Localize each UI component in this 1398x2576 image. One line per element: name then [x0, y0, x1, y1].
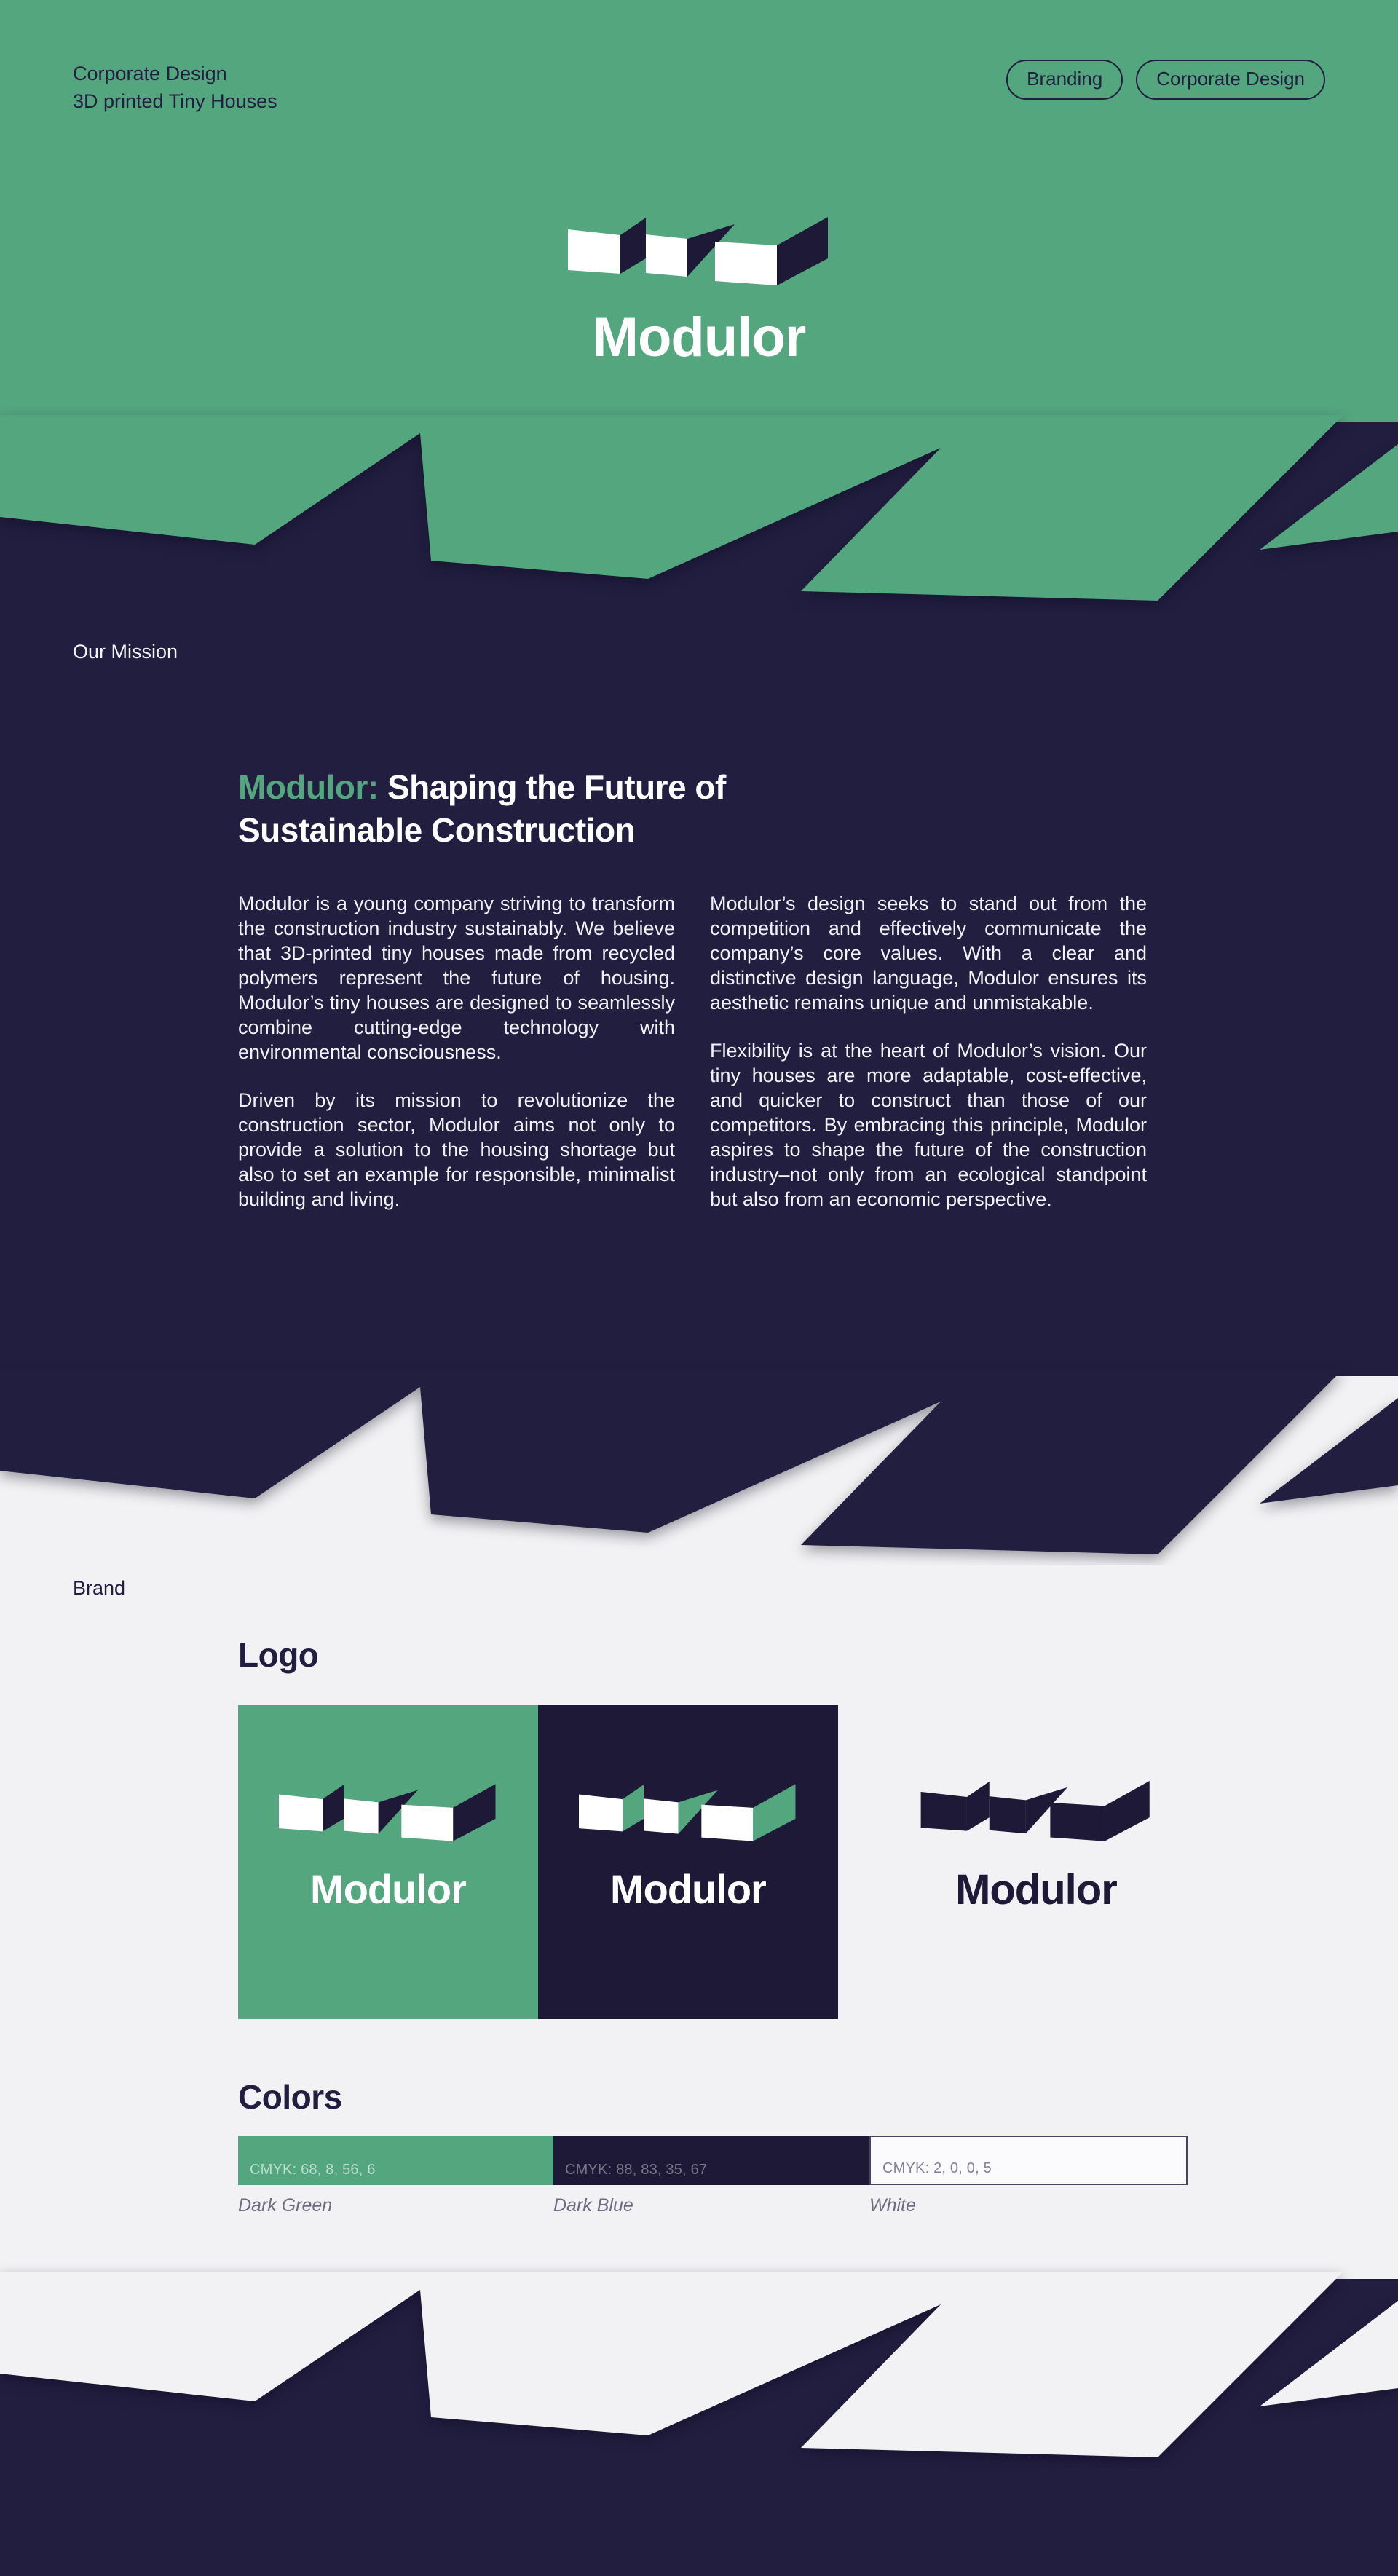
mission-paragraph: Modulor is a young company striving to transform the construction industry sustainably. We believe that 3D-printed tiny houses made from recycled polymers represent the future of housing. Modulor’s tiny houses are designed to seamlessly combine cutting-edge technology with environmental consciousness. [238, 893, 675, 1063]
swatch-cmyk-value: CMYK: 2, 0, 0, 5 [882, 2160, 992, 2176]
logo-card-navy [538, 1705, 838, 2019]
torn-edge-bottom [0, 2279, 1398, 2468]
torn-edge-middle [0, 1376, 1398, 1565]
modulor-logo-mark-icon [279, 1784, 497, 1845]
tag-corporate-design[interactable]: Corporate Design [1136, 60, 1325, 100]
mission-heading-rest: Shaping the Future of Sustainable Construction [238, 768, 726, 849]
tag-list [1006, 60, 1325, 100]
mission-heading [238, 766, 857, 852]
logo-card-wordmark: Modulor [609, 1866, 766, 1912]
logo-card-monochrome [880, 1705, 1192, 2019]
mission-paragraph: Flexibility is at the heart of Modulor’s vision. Our tiny houses are more adaptable, cost-effective, and quicker to construct than those of our competitors. By embracing this principle, Modulor aspires to shape the future of the construction industry–not only from an ecological standpoint but also from an economic perspective. [710, 1040, 1147, 1210]
eyebrow-line-1: Corporate Design [73, 63, 227, 84]
mission-column-left [238, 891, 675, 1212]
mission-paragraph: Driven by its mission to revolutionize the construction sector, Modulor aims not only to provide a solution to the housing shortage but also to set an example for responsible, minimalist building and living. [238, 1089, 675, 1210]
hero-section [0, 0, 1398, 422]
hero-header [73, 60, 1325, 115]
logo-variants-row [238, 1705, 1192, 2019]
torn-edge-shape [0, 2279, 1398, 2468]
eyebrow-line-2: 3D printed Tiny Houses [73, 90, 277, 112]
project-eyebrow [73, 60, 277, 115]
logo-card-wordmark: Modulor [310, 1866, 466, 1912]
swatch-white [869, 2136, 1188, 2185]
swatch-cmyk-value: CMYK: 68, 8, 56, 6 [250, 2162, 376, 2178]
color-swatch-row [238, 2136, 1192, 2185]
brand-section-label: Brand [73, 1577, 126, 1599]
mission-heading-highlight: Modulor: [238, 768, 379, 806]
mission-column-right [710, 891, 1147, 1212]
color-swatch-labels [238, 2195, 1192, 2216]
mission-paragraph: Modulor’s design seeks to stand out from the competition and effectively communicate the company’s core values. With a clear and distinctive design language, Modulor ensures its aesthetic remains unique and unmistakable. [710, 893, 1147, 1014]
modulor-logo-mark-icon [568, 217, 830, 290]
colors-heading: Colors [238, 2078, 342, 2116]
brand-content [238, 1635, 1192, 2216]
brand-section [0, 1565, 1398, 2279]
torn-edge-top [0, 422, 1398, 612]
modulor-logo-mark-icon [579, 1784, 797, 1845]
swatch-name: Dark Green [238, 2195, 333, 2216]
swatch-name: White [869, 2195, 916, 2216]
mission-section [0, 612, 1398, 1376]
torn-edge-shape [0, 422, 1398, 612]
torn-edge-shape [0, 1376, 1398, 1565]
swatch-name: Dark Blue [553, 2195, 633, 2216]
modulor-logo-mark-icon [920, 1781, 1152, 1845]
swatch-dark-green [238, 2136, 553, 2185]
hero-logo [0, 217, 1398, 369]
logo-card-wordmark: Modulor [955, 1866, 1117, 1913]
footer-section [0, 2468, 1398, 2576]
hero-wordmark: Modulor [592, 307, 806, 368]
tag-branding[interactable]: Branding [1006, 60, 1123, 100]
logo-heading: Logo [238, 1636, 319, 1674]
mission-content [238, 766, 1148, 1212]
swatch-cmyk-value: CMYK: 88, 83, 35, 67 [565, 2162, 708, 2178]
mission-columns [238, 891, 1148, 1212]
swatch-dark-blue [553, 2136, 869, 2185]
logo-card-green [238, 1705, 538, 2019]
mission-section-label: Our Mission [73, 641, 178, 663]
